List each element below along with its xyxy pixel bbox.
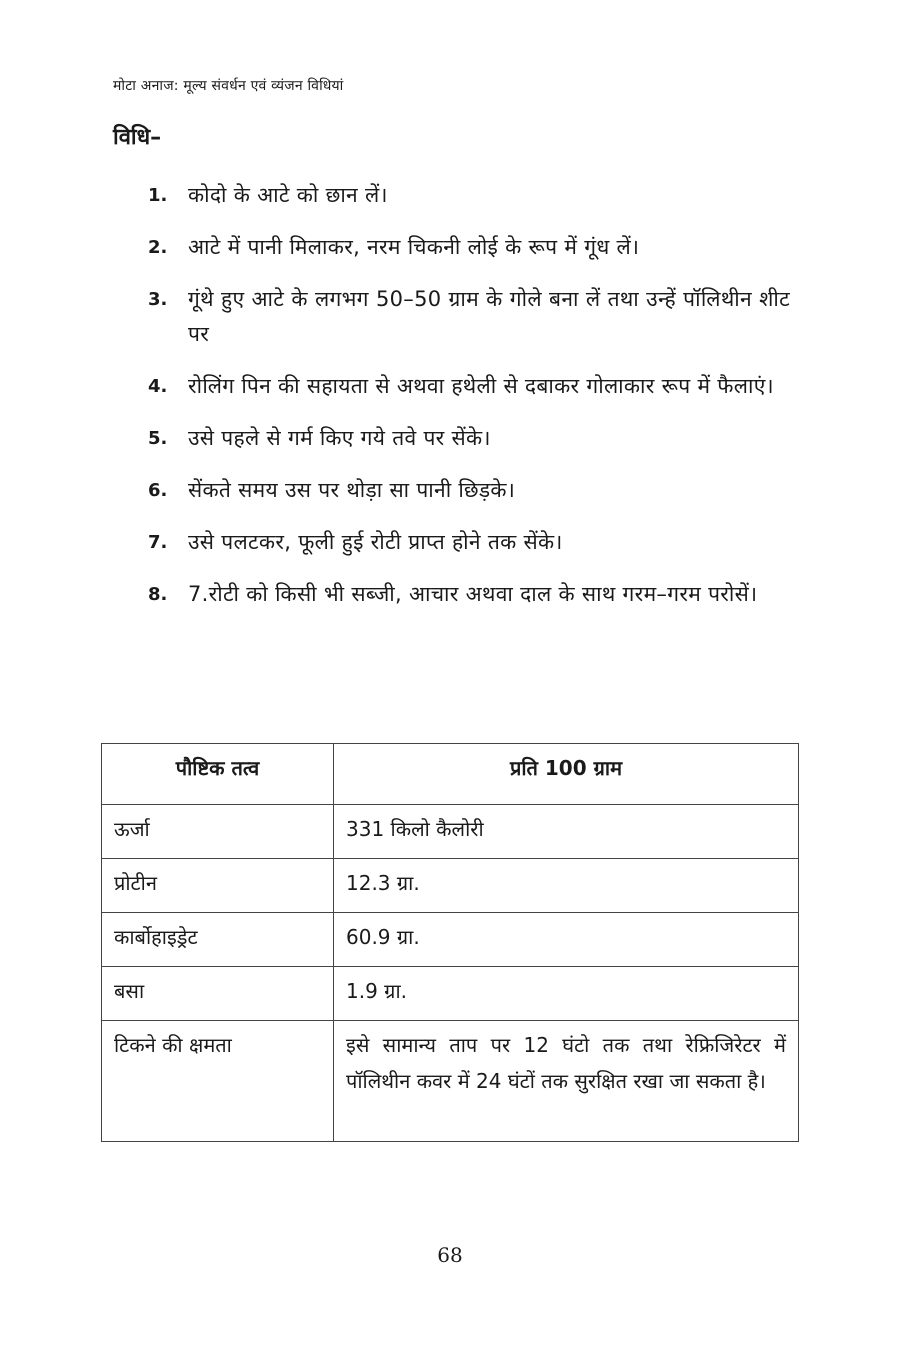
- nutrient-value-cell: 12.3 ग्रा.: [334, 859, 799, 913]
- step-text: आटे में पानी मिलाकर, नरम चिकनी लोई के रूप में गूंध लें।: [188, 235, 640, 259]
- nutrient-name-cell: बसा: [102, 967, 334, 1021]
- step-text: कोदो के आटे को छान लें।: [188, 183, 388, 207]
- step-item: [148, 282, 790, 352]
- nutrient-value-cell: इसे सामान्य ताप पर 12 घंटो तक तथा रेफ्रिजिरेटर में पॉलिथीन कवर में 24 घंटों तक सुरक्षित रखा जा सकता है।: [334, 1021, 799, 1142]
- step-number: 5.: [148, 428, 168, 449]
- nutrient-name-cell: टिकने की क्षमता: [102, 1021, 334, 1142]
- step-item: [148, 369, 790, 404]
- table-row: [102, 967, 799, 1021]
- nutrient-value-cell: 1.9 ग्रा.: [334, 967, 799, 1021]
- step-text: गूंथे हुए आटे के लगभग 50–50 ग्राम के गोले बना लें तथा उन्हें पॉलिथीन शीट पर: [188, 287, 790, 346]
- nutrient-value-cell: 60.9 ग्रा.: [334, 913, 799, 967]
- running-header: मोटा अनाज: मूल्य संवर्धन एवं व्यंजन विधियां: [113, 78, 344, 94]
- step-text: सेंकते समय उस पर थोड़ा सा पानी छिड़के।: [188, 478, 516, 502]
- step-item: [148, 525, 790, 560]
- step-item: [148, 473, 790, 508]
- step-number: 3.: [148, 289, 168, 310]
- nutrient-name-cell: ऊर्जा: [102, 805, 334, 859]
- nutrition-table: [101, 743, 799, 1142]
- step-text: रोलिंग पिन की सहायता से अथवा हथेली से दबाकर गोलाकार रूप में फैलाएं।: [188, 374, 774, 398]
- column-header-per-100g: प्रति 100 ग्राम: [334, 744, 799, 805]
- step-number: 6.: [148, 480, 168, 501]
- step-text: उसे पलटकर, फूली हुई रोटी प्राप्त होने तक सेंके।: [188, 530, 563, 554]
- step-number: 8.: [148, 584, 168, 605]
- nutrient-value-cell: 331 किलो कैलोरी: [334, 805, 799, 859]
- step-number: 7.: [148, 532, 168, 553]
- method-steps-list: [148, 178, 790, 629]
- table-row: [102, 859, 799, 913]
- table-row: [102, 913, 799, 967]
- step-number: 1.: [148, 185, 168, 206]
- step-item: [148, 178, 790, 213]
- step-item: [148, 577, 790, 612]
- step-text: 7.रोटी को किसी भी सब्जी, आचार अथवा दाल के साथ गरम–गरम परोसें।: [188, 582, 758, 606]
- step-item: [148, 421, 790, 456]
- table-row: [102, 805, 799, 859]
- nutrient-name-cell: प्रोटीन: [102, 859, 334, 913]
- step-item: [148, 230, 790, 265]
- page-number: 68: [437, 1243, 463, 1267]
- step-number: 2.: [148, 237, 168, 258]
- table-header-row: [102, 744, 799, 805]
- step-number: 4.: [148, 376, 168, 397]
- section-heading: विधि–: [113, 125, 162, 150]
- table-row: [102, 1021, 799, 1142]
- nutrient-name-cell: कार्बोहाइड्रेट: [102, 913, 334, 967]
- column-header-nutrient: पौष्टिक तत्व: [102, 744, 334, 805]
- step-text: उसे पहले से गर्म किए गये तवे पर सेंके।: [188, 426, 491, 450]
